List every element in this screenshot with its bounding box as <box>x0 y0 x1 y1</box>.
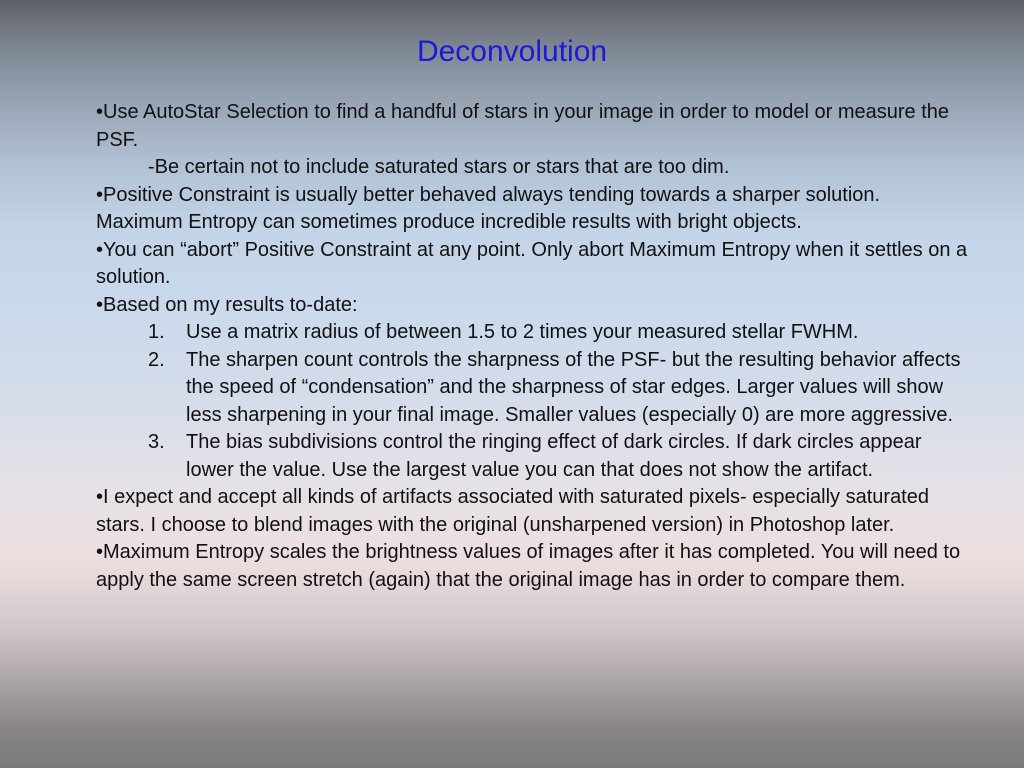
item-text: Use a matrix radius of between 1.5 to 2 times your measured stellar FWHM. <box>186 321 859 343</box>
slide-title: Deconvolution <box>416 35 608 68</box>
bullet-results: •Based on my results to-date: <box>96 293 358 316</box>
bullet-maximum-entropy: •Maximum Entropy scales the brightness values of images after it has completed. You will need to apply the same screen stretch (again) that the original image has in order to compare them. <box>96 541 961 591</box>
numbered-item <box>96 429 968 484</box>
item-text: The sharpen count controls the sharpness of the PSF- but the resulting behavior affects the speed of “condensation” and the sharpness of star edges. Larger values will show less sharpening in your final image. Smaller values (especially 0) are more aggressive. <box>186 348 961 426</box>
sub-bullet-saturated: -Be certain not to include saturated stars or stars that are too dim. <box>148 156 730 178</box>
numbered-item <box>96 347 968 430</box>
slide-body <box>96 99 968 594</box>
item-number: 1. <box>148 321 165 343</box>
numbered-item <box>96 319 968 347</box>
item-text: The bias subdivisions control the ringing effect of dark circles. If dark circles appear lower the value. Use the largest value you can that does not show the artifact. <box>186 431 922 481</box>
bullet-positive-constraint: •Positive Constraint is usually better behaved always tending towards a sharper solution. Maximum Entropy can sometimes produce incredible results with bright objects. <box>96 183 881 233</box>
bullet-autostar: •Use AutoStar Selection to find a handful of stars in your image in order to model or measure the PSF. <box>96 101 950 151</box>
item-number: 3. <box>148 431 165 453</box>
bullet-abort: •You can “abort” Positive Constraint at any point. Only abort Maximum Entropy when it settles on a solution. <box>96 238 968 288</box>
item-number: 2. <box>148 348 165 371</box>
bullet-artifacts: •I expect and accept all kinds of artifacts associated with saturated pixels- especially saturated stars. I choose to blend images with the original (unsharpened version) in Photoshop later. <box>96 486 929 536</box>
